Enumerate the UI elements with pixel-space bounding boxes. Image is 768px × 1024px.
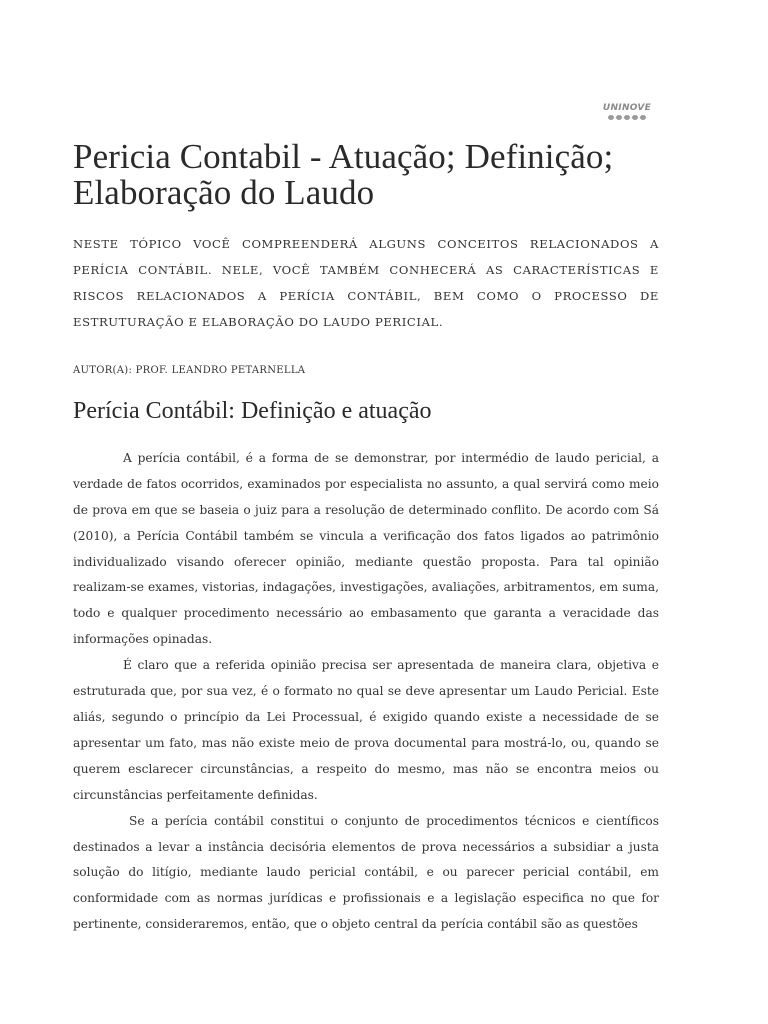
document-title: Pericia Contabil - Atuação; Definição; Elaboração do Laudo (73, 137, 614, 212)
logo-dots (601, 115, 653, 120)
body-paragraph-1: A perícia contábil, é a forma de se demonstrar, por intermédio de laudo pericial, a verdade de fatos ocorridos, examinados por especialista no assunto, a qual servirá como meio de prova em que se baseia o juiz para a resolução de determinado conflito. De acordo com Sá (2010), a Perícia Contábil também se vincula a verificação dos fatos ligados ao patrimônio individualizado visando oferecer opinião, mediante questão proposta. Para tal opinião realizam-se exames, vistorias, indagações, investigações, avaliações, arbitramentos, em suma, todo e qualquer procedimento necessário ao embasamento que garanta a veracidade das informações opinadas. (73, 450, 659, 647)
intro-paragraph: NESTE TÓPICO VOCÊ COMPREENDERÁ ALGUNS CONCEITOS RELACIONADOS A PERÍCIA CONTÁBIL. NELE, VOCÊ TAMBÉM CONHECERÁ AS CARACTERÍSTICAS E RISCOS RELACIONADOS A PERÍCIA CONTÁBIL, BEM COMO O PROCESSO DE ESTRUTURAÇÃO E ELABORAÇÃO DO LAUDO PERICIAL. (73, 237, 659, 329)
section-title: Perícia Contábil: Definição e atuação (73, 398, 432, 424)
logo-text: UNINOVE (602, 103, 652, 113)
body-paragraph-2: É claro que a referida opinião precisa ser apresentada de maneira clara, objetiva e estruturada que, por sua vez, é o formato no qual se deve apresentar um Laudo Pericial. Este aliás, segundo o princípio da Lei Processual, é exigido quando existe a necessidade de se apresentar um fato, mas não existe meio de prova documental para mostrá-lo, ou, quando se querem esclarecer circunstâncias, a respeito do mesmo, mas não se encontra meios ou circunstâncias perfeitamente definidas. (73, 658, 659, 802)
uninove-logo (601, 103, 653, 120)
body-paragraph-3: Se a perícia contábil constitui o conjunto de procedimentos técnicos e científicos destinados a levar a instância decisória elementos de prova necessários a subsidiar a justa solução do litígio, mediante laudo pericial contábil, e ou parecer pericial contábil, em conformidade com as normas jurídicas e profissionais e a legislação especifica no que for pertinente, consideraremos, então, que o objeto central da perícia contábil são as questões (73, 813, 659, 932)
author-line: AUTOR(A): PROF. LEANDRO PETARNELLA (73, 365, 306, 376)
document-page (73, 139, 659, 938)
body-text (73, 446, 659, 938)
